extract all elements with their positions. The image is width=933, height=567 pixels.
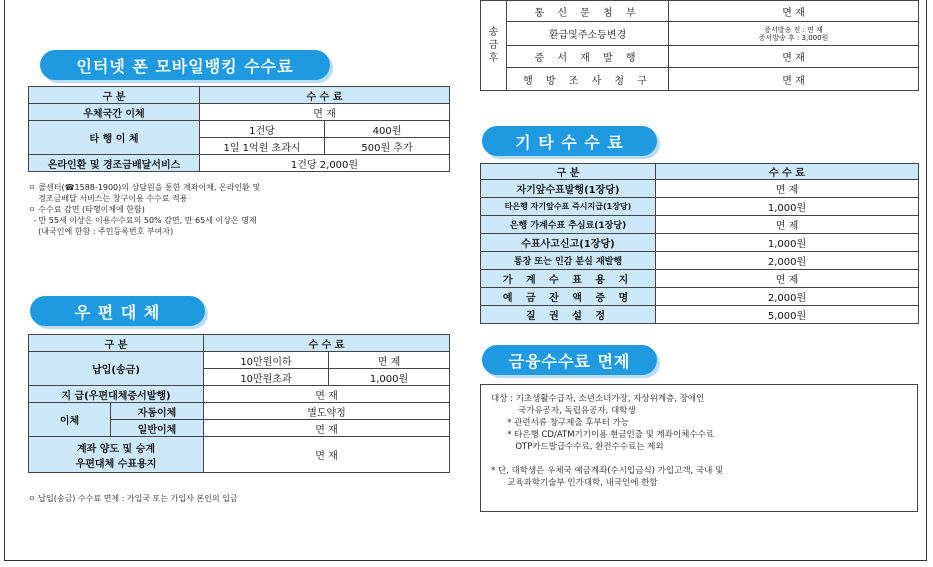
row-value: 증서발송 전 : 면 재 증서발송 후 : 3,000원 [669,22,919,46]
row-cell: 500원 추가 [325,138,450,155]
row-cell: 1일 1억원 초과시 [200,138,325,155]
row-value: 1,000원 [656,234,919,252]
row-label: 예 금 잔 액 증 명 [481,288,656,306]
row-value: 면 재 [669,1,919,22]
internet-fee-table [28,86,450,172]
row-value: 면 제 [656,180,919,198]
header-category: 구 분 [29,335,204,352]
row-sublabel: 자동이체 [111,403,204,420]
row-sublabel: 일반이체 [111,420,204,437]
row-label: 통 신 문 첨 부 [507,1,669,22]
row-label: 우체국간 이체 [29,104,200,121]
fee-exemption-title: 금융수수료 면제 [482,345,657,375]
row-value: 면 제 [656,216,919,234]
fee-exemption-box: 대상 : 기초생활수급자, 소년소녀가장, 자상위계층, 장애인 국가유공자, 독립유공자, 대학생 * 관련서류 창구제출 후부터 가능 * 타은행 CD/ATM기기이용 현금인출 및 계좌이체수수료 OTP카드발급수수료, 환전수수료는 제외 * 단, 대학생은 우체국 예금계좌(수시입금식) 가입고객, 국내 및 교육과학기술부 인가대학, 내국인에 한함 [480,384,918,512]
row-label: 환급및주소등변경 [507,22,669,46]
header-category: 구 분 [481,164,656,180]
row-value: 면 제 [656,270,919,288]
row-cell: 1건당 [200,121,325,138]
row-label: 가 계 수 표 용 지 [481,270,656,288]
row-value: 2,000원 [656,288,919,306]
row-value: 면 재 [204,420,450,437]
row-cell: 10만원이하 [204,352,329,369]
row-cell: 1,000원 [329,369,450,386]
row-label: 통장 또는 인감 분실 재발행 [481,252,656,270]
postal-transfer-title: 우 편 대 체 [30,296,205,326]
row-label: 이체 [29,403,111,437]
header-fee: 수 수 료 [200,87,450,104]
header-fee: 수 수 료 [656,164,919,180]
row-value: 면 재 [669,46,919,68]
row-label: 행 방 조 사 청 구 [507,68,669,91]
internet-fee-title: 인터넷 폰 모바일뱅킹 수수료 [40,50,330,80]
row-label: 타은행 자기앞수표 즉시지급(1장당) [481,198,656,216]
row-label: 증 서 재 발 행 [507,46,669,68]
row-label: 계좌 양도 및 승계 우편대체 수표용지 [29,437,204,473]
remittance-after-table [480,0,919,91]
row-label: 타 행 이 체 [29,121,200,155]
postal-transfer-table [28,334,450,473]
group-label: 송 금 후 [481,1,507,91]
row-value: 면 재 [200,104,450,121]
row-cell: 면 제 [329,352,450,369]
row-label: 질 권 설 정 [481,306,656,324]
other-fees-table [480,163,919,324]
header-fee: 수 수 료 [204,335,450,352]
other-fees-title: 기 타 수 수 료 [482,126,657,156]
row-label: 지 급(우편대체증서발행) [29,386,204,403]
row-value: 별도약정 [204,403,450,420]
row-label: 온라인환 및 경조금배달서비스 [29,155,200,172]
row-cell: 10만원초과 [204,369,329,386]
row-value: 2,000원 [656,252,919,270]
row-value: 면 재 [669,68,919,91]
row-value: 5,000원 [656,306,919,324]
header-category: 구 분 [29,87,200,104]
row-value: 면 재 [204,386,450,403]
postal-transfer-note: ㅇ 납입(송금) 수수료 면제 : 가입국 또는 가입사 본인의 입금 [28,494,238,503]
row-label: 납입(송금) [29,352,204,386]
row-label: 은행 가계수표 추심료(1장당) [481,216,656,234]
row-value: 1,000원 [656,198,919,216]
internet-fee-notes: ㅇ 콜센터(☎1588-1900)의 상담원을 통한 계좌이체, 온라인환 및 경조금배달 서비스는 창구이용 수수료 적용 ㅇ 수수료 감면 (타행이체에 한함) - 만 55세 이상은 이용수수료의 50% 감면, 만 65세 이상은 명제 (내국인에 한함 : 주민등록번호 부여자) [28,183,261,236]
row-label: 수표사고신고(1장당) [481,234,656,252]
row-label: 자기앞수표발행(1장당) [481,180,656,198]
row-cell: 400원 [325,121,450,138]
row-value: 면 재 [204,437,450,473]
row-value: 1건당 2,000원 [200,155,450,172]
